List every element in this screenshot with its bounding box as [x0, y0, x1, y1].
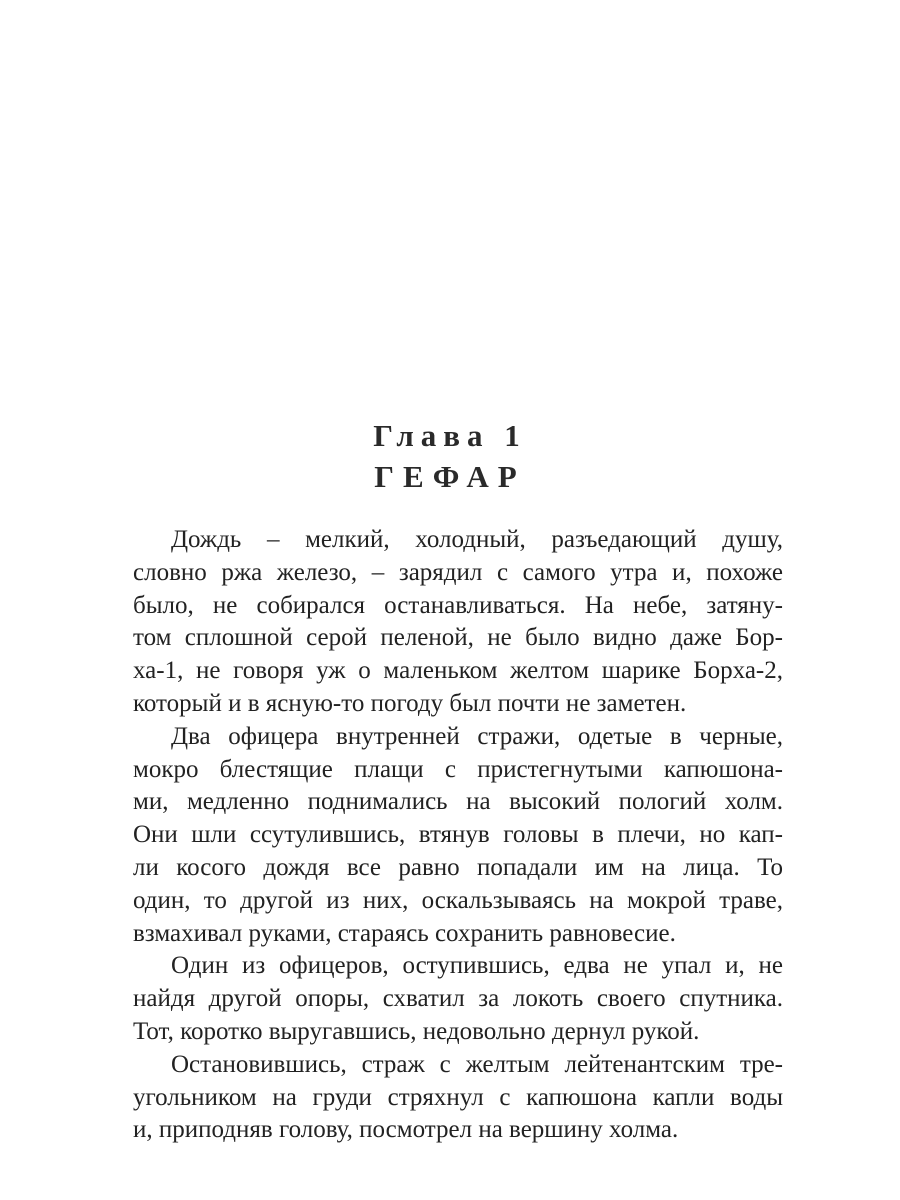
text-line: найдя другой опоры, схватил за локоть своего спутника.	[133, 985, 783, 1013]
text-line: один, то другой из них, оскальзываясь на мокрой траве,	[133, 886, 783, 914]
text-line: ха-1, не говоря уж о маленьком желтом шарике Борха-2,	[133, 657, 783, 685]
text-line: было, не собирался останавливаться. На небе, затяну-	[133, 591, 783, 619]
text-line: том сплошной серой пеленой, не было видно даже Бор-	[133, 624, 783, 652]
text-line: и, приподняв голову, посмотрел на вершину холма.	[133, 1116, 679, 1144]
chapter-label: Глава 1	[373, 418, 527, 453]
text-line: Один из офицеров, оступившись, едва не упал и, не	[171, 952, 783, 980]
text-line: Они шли ссутулившись, втянув головы в плечи, но кап-	[133, 821, 783, 849]
text-line: Два офицера внутренней стражи, одетые в черные,	[171, 722, 783, 750]
chapter-body	[133, 524, 783, 1147]
text-line: мокро блестящие плащи с пристегнутыми капюшона-	[133, 755, 783, 783]
text-line: Тот, коротко выругавшись, недовольно дернул рукой.	[133, 1017, 700, 1045]
chapter-title: ГЕФАР	[374, 459, 526, 494]
text-line: ли косого дождя все равно попадали им на лица. То	[133, 853, 783, 881]
text-line: ми, медленно поднимались на высокий пологий холм.	[133, 788, 783, 816]
text-line: угольником на груди стряхнул с капюшона капли воды	[133, 1083, 783, 1111]
text-line: Остановившись, страж с желтым лейтенантским тре-	[171, 1050, 783, 1078]
text-line: взмахивал руками, стараясь сохранить равновесие.	[133, 919, 676, 947]
text-line: Дождь – мелкий, холодный, разъедающий душу,	[171, 526, 783, 553]
text-line: словно ржа железо, – зарядил с самого утра и, похоже	[133, 558, 783, 586]
text-line: который и в ясную-то погоду был почти не заметен.	[133, 689, 687, 717]
